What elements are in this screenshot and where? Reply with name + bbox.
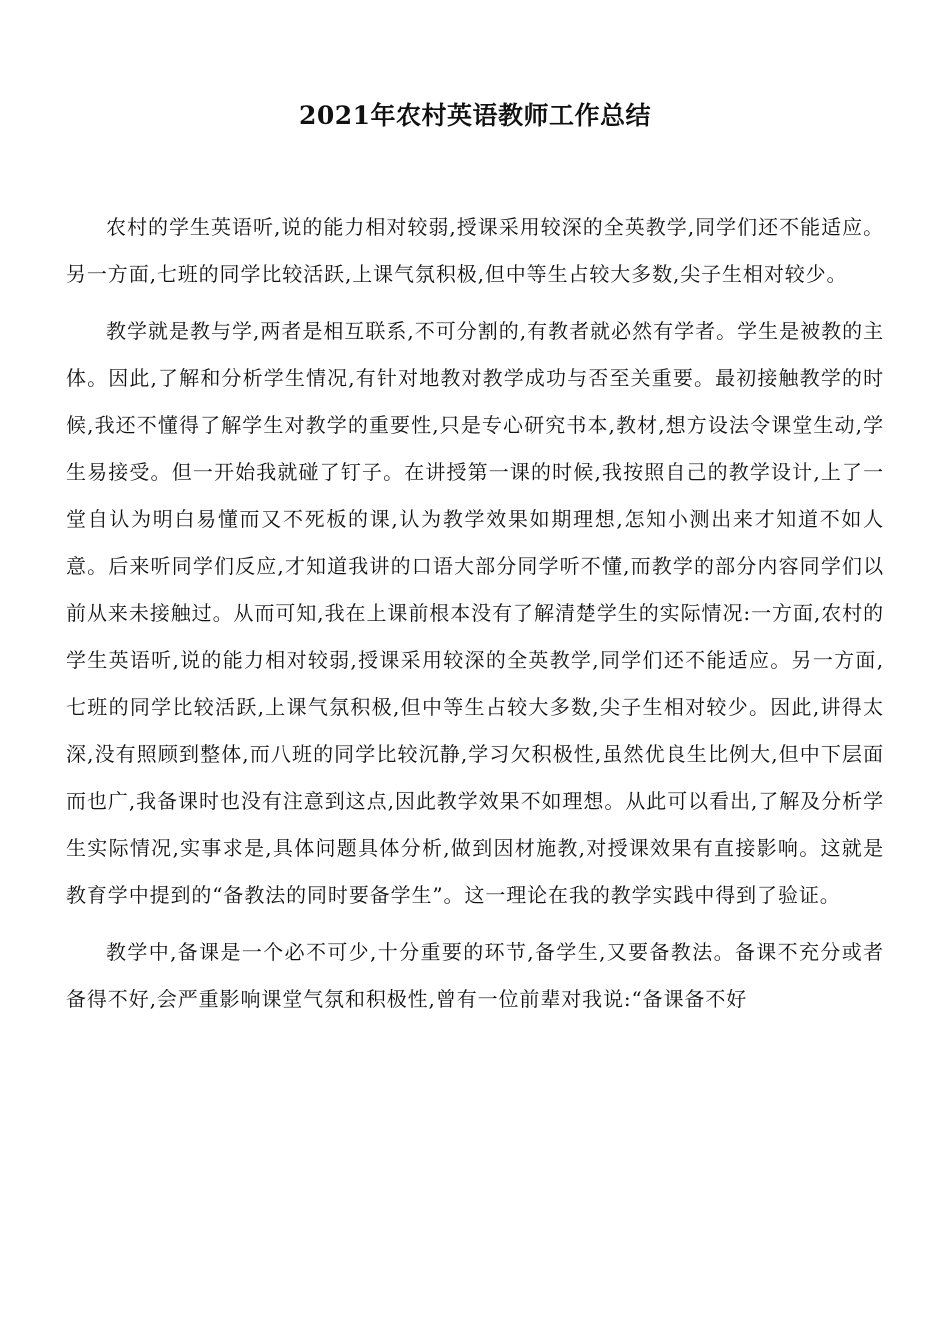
paragraph-2: 教学就是教与学,两者是相互联系,不可分割的,有教者就必然有学者。学生是被教的主体。因此,了解和分析学生情况,有针对地教对教学成功与否至关重要。最初接触教学的时候,我还不懂得了解学生对教学的重要性,只是专心研究书本,教材,想方设法令课堂生动,学生易接受。但一开始我就碰了钉子。在讲授第一课的时候,我按照自己的教学设计,上了一堂自认为明白易懂而又不死板的课,认为教学效果如期理想,怎知小测出来才知道不如人意。后来听同学们反应,才知道我讲的口语大部分同学听不懂,而教学的部分内容同学们以前从来未接触过。从而可知,我在上课前根本没有了解清楚学生的实际情况:一方面,农村的学生英语听,说的能力相对较弱,授课采用较深的全英教学,同学们还不能适应。另一方面,七班的同学比较活跃,上课气氛积极,但中等生占较大多数,尖子生相对较少。因此,讲得太深,没有照顾到整体,而八班的同学比较沉静,学习欠积极性,虽然优良生比例大,但中下层面而也广,我备课时也没有注意到这点,因此教学效果不如理想。从此可以看出,了解及分析学生实际情况,实事求是,具体问题具体分析,做到因材施教,对授课效果有直接影响。这就是教育学中提到的“备教法的同时要备学生”。这一理论在我的教学实践中得到了验证。 [66, 319, 884, 907]
document-body [66, 204, 884, 1033]
paragraph-1: 农村的学生英语听,说的能力相对较弱,授课采用较深的全英教学,同学们还不能适应。另一方面,七班的同学比较活跃,上课气氛积极,但中等生占较大多数,尖子生相对较少。 [66, 215, 884, 286]
paragraph-3: 教学中,备课是一个必不可少,十分重要的环节,备学生,又要备教法。备课不充分或者备得不好,会严重影响课堂气氛和积极性,曾有一位前辈对我说:“备课备不好 [66, 940, 884, 1011]
document-title: 2021年农村英语教师工作总结 [298, 101, 652, 130]
